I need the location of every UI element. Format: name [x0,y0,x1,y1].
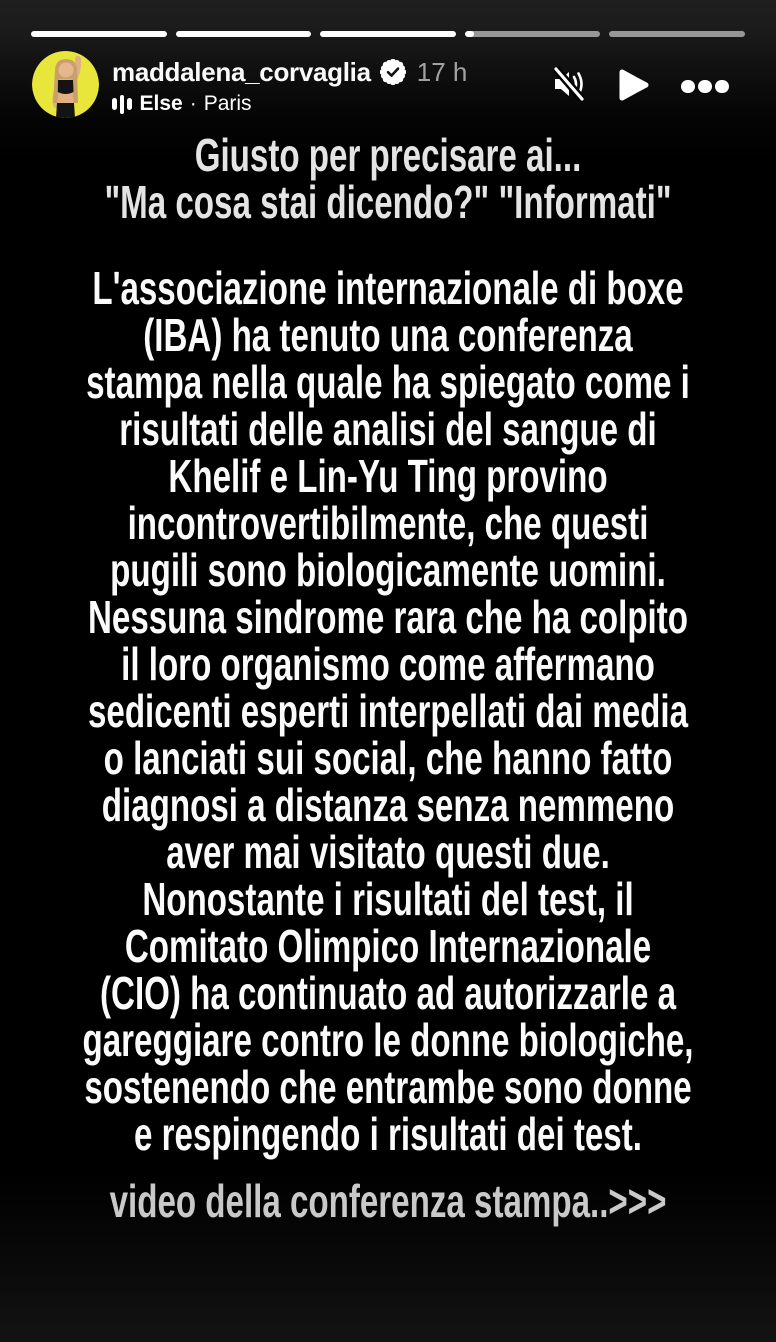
text-line: incontrovertibilmente, che questi [127,497,649,549]
music-track: Paris [203,92,252,115]
more-options-button[interactable] [681,79,729,94]
play-icon [618,68,650,102]
text-line: Nessuna sindrome rara che ha colpito [87,591,689,643]
text-line: pugili sono biologicamente uomini. [110,544,666,596]
text-line: o lanciati sui social, che hanno fatto [103,732,673,784]
story-header [112,56,467,88]
text-line: video della conferenza stampa..>>> [109,1175,667,1227]
story-text-heading [0,129,776,228]
text-line: Giusto per precisare ai... [194,129,582,181]
text-line: (IBA) ha tenuto una conferenza [143,309,633,361]
music-bars-icon [112,94,132,114]
music-artist: Else [139,92,183,115]
text-line: L'associazione internazionale di boxe [92,262,684,314]
dot-icon [681,80,695,94]
mute-button[interactable] [549,64,589,104]
text-line: il loro organismo come affermano [121,638,655,690]
progress-segment [609,31,745,37]
text-line: e respingendo i risultati dei test. [134,1108,642,1160]
text-line: stampa nella quale ha spiegato come i [86,356,690,408]
music-label [140,92,252,116]
music-attribution[interactable] [112,91,252,117]
avatar-image [32,51,99,118]
dot-icon [715,80,729,94]
text-line: diagnosi a distanza senza nemmeno [101,779,675,831]
progress-segment [320,31,456,37]
text-line: sedicenti esperti interpellati dai media [87,685,689,737]
text-line: Comitato Olimpico Internazionale [124,920,652,972]
muted-speaker-icon [549,64,589,104]
music-separator: · [189,92,197,115]
story-text-footer [0,1175,776,1227]
progress-segment [31,31,167,37]
text-line: Nonostante i risultati del test, il [142,873,634,925]
avatar[interactable] [32,51,99,118]
play-button[interactable] [618,68,650,102]
username[interactable]: maddalena_corvaglia [112,56,371,87]
text-line: Khelif e Lin-Yu Ting provino [168,450,608,502]
text-line: "Ma cosa stai dicendo?" "Informati" [104,176,672,228]
text-line: risultati delle analisi del sangue di [119,403,657,455]
dot-icon [698,80,712,94]
story-text-body [0,262,776,1160]
verified-badge-icon [380,59,406,85]
story-timestamp: 17 h [416,56,468,87]
story-progress-bar [31,31,745,37]
progress-segment [176,31,312,37]
progress-segment [465,31,601,37]
text-line: gareggiare contro le donne biologiche, [82,1014,694,1066]
text-line: sostenendo che entrambe sono donne [84,1061,692,1113]
text-line: aver mai visitato questi due. [166,826,610,878]
text-line: (CIO) ha continuato ad autorizzarle a [100,967,676,1019]
